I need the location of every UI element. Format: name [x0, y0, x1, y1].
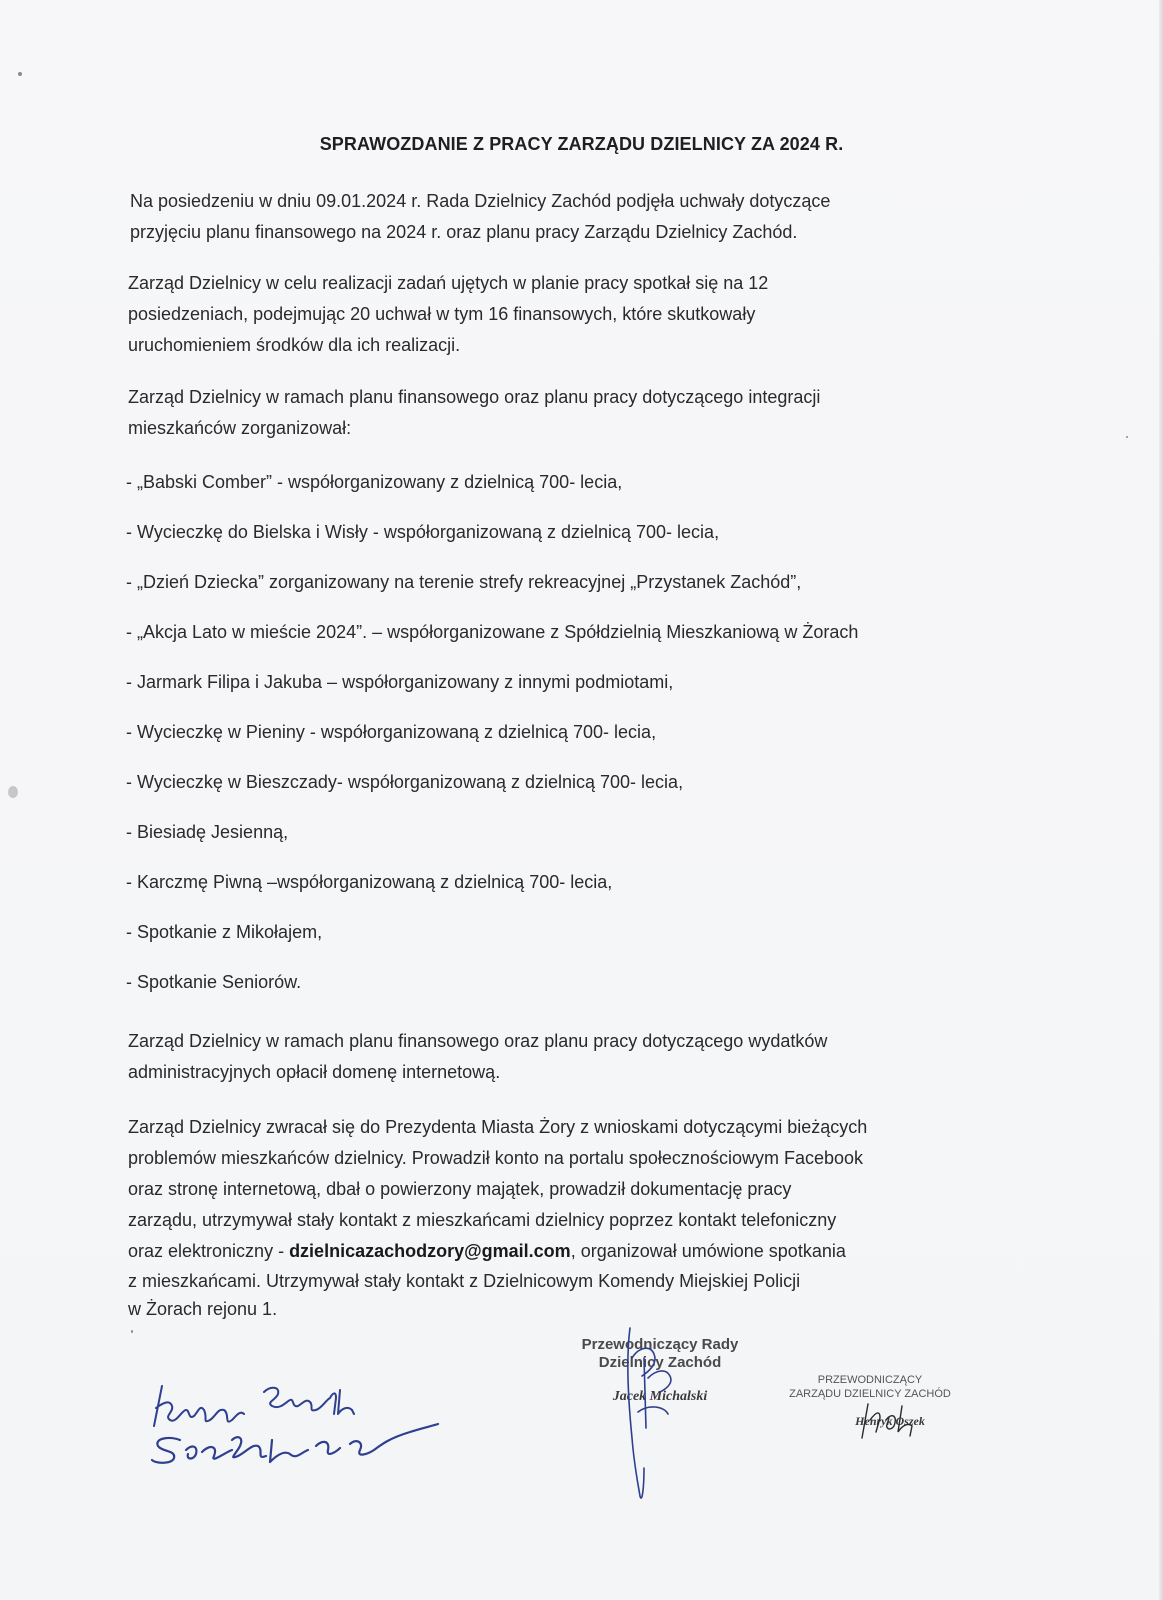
signature-henryk-oszek — [858, 1398, 938, 1448]
event-item: - „Dzień Dziecka” zorganizowany na terenie strefy rekreacyjnej „Przystanek Zachód”, — [126, 572, 802, 592]
stamp-zarzad-name: Henryk Oszek — [855, 1414, 925, 1428]
scan-speck — [18, 72, 22, 76]
integration-line: mieszkańców zorganizował: — [128, 418, 352, 438]
contact-line: oraz stronę internetową, dbał o powierzony majątek, prowadził dokumentację pracy — [128, 1179, 792, 1199]
meetings-line: posiedzeniach, podejmując 20 uchwał w tym 16 finansowych, które skutkowały — [128, 304, 756, 324]
stamp-rada-line2: Dzielnicy Zachód — [598, 1354, 722, 1371]
scan-speck — [1126, 436, 1128, 438]
meetings-line: uruchomieniem środków dla ich realizacji. — [128, 335, 461, 355]
document-title: SPRAWOZDANIE Z PRACY ZARZĄDU DZIELNICY ZA 2024 R. — [319, 134, 844, 154]
stamp-rada-line1: Przewodniczący Rady — [581, 1336, 739, 1353]
contact-paragraph — [128, 1112, 1008, 1323]
intro-line: przyjęciu planu finansowego na 2024 r. oraz planu pracy Zarządu Dzielnicy Zachód. — [130, 222, 798, 242]
event-item: - Biesiadę Jesienną, — [126, 822, 289, 842]
stamp-rada-name: Jacek Michalski — [612, 1389, 708, 1404]
scan-edge — [1159, 0, 1163, 1600]
contact-email-line — [128, 1236, 1008, 1267]
event-item: - Spotkanie z Mikołajem, — [126, 922, 323, 942]
admin-line: Zarząd Dzielnicy w ramach planu finansowego oraz planu pracy dotyczącego wydatków — [128, 1031, 828, 1051]
handwritten-signatures-left — [140, 1380, 450, 1490]
stamp-zarzad-line2: ZARZĄDU DZIELNICY ZACHÓD — [789, 1388, 951, 1400]
event-item: - Jarmark Filipa i Jakuba – współorganizowany z innymi podmiotami, — [126, 672, 674, 692]
event-item: - „Babski Comber” - współorganizowany z dzielnicą 700- lecia, — [126, 472, 623, 492]
event-item: - Spotkanie Seniorów. — [126, 972, 302, 992]
intro-line: Na posiedzeniu w dniu 09.01.2024 r. Rada Dzielnicy Zachód podjęła uchwały dotyczące — [130, 191, 831, 211]
integration-line: Zarząd Dzielnicy w ramach planu finansowego oraz planu pracy dotyczącego integracji — [128, 387, 821, 407]
meetings-line: Zarząd Dzielnicy w celu realizacji zadań ujętych w planie pracy spotkał się na 12 — [128, 273, 769, 293]
event-item: - Wycieczkę w Bieszczady- współorganizowaną z dzielnicą 700- lecia, — [126, 772, 684, 792]
event-item: - Karczmę Piwną –współorganizowaną z dzielnicą 700- lecia, — [126, 872, 613, 892]
event-item: - Wycieczkę do Bielska i Wisły - współorganizowaną z dzielnicą 700- lecia, — [126, 522, 720, 542]
contact-email[interactable]: dzielnicazachodzory@gmail.com — [289, 1241, 571, 1261]
contact-line: z mieszkańcami. Utrzymywał stały kontakt z Dzielnicowym Komendy Miejskiej Policji — [128, 1271, 801, 1291]
meetings-paragraph — [128, 268, 1008, 361]
stamp-zarzad-line1: PRZEWODNICZĄCY — [817, 1374, 923, 1386]
integration-paragraph — [128, 382, 1008, 444]
event-item: - „Akcja Lato w mieście 2024”. – współorganizowane z Spółdzielnią Mieszkaniową w Żorach — [126, 622, 859, 642]
contact-email-prefix: oraz elektroniczny - — [128, 1241, 290, 1261]
contact-line: w Żorach rejonu 1. — [128, 1299, 278, 1319]
signature-jacek-michalski — [608, 1318, 698, 1508]
scan-speck — [8, 786, 18, 798]
contact-email-suffix: , organizował umówione spotkania — [570, 1241, 846, 1261]
admin-line: administracyjnych opłacił domenę internetową. — [128, 1062, 501, 1082]
contact-line: Zarząd Dzielnicy zwracał się do Prezydenta Miasta Żory z wnioskami dotyczącymi bieżących — [128, 1117, 868, 1137]
intro-paragraph — [130, 186, 1010, 248]
scan-speck — [131, 1330, 133, 1333]
event-item: - Wycieczkę w Pieniny - współorganizowaną z dzielnicą 700- lecia, — [126, 722, 657, 742]
contact-line: problemów mieszkańców dzielnicy. Prowadził konto na portalu społecznościowym Facebook — [128, 1148, 864, 1168]
contact-line: zarządu, utrzymywał stały kontakt z mieszkańcami dzielnicy poprzez kontakt telefoniczny — [128, 1210, 837, 1230]
admin-paragraph — [128, 1026, 1008, 1088]
